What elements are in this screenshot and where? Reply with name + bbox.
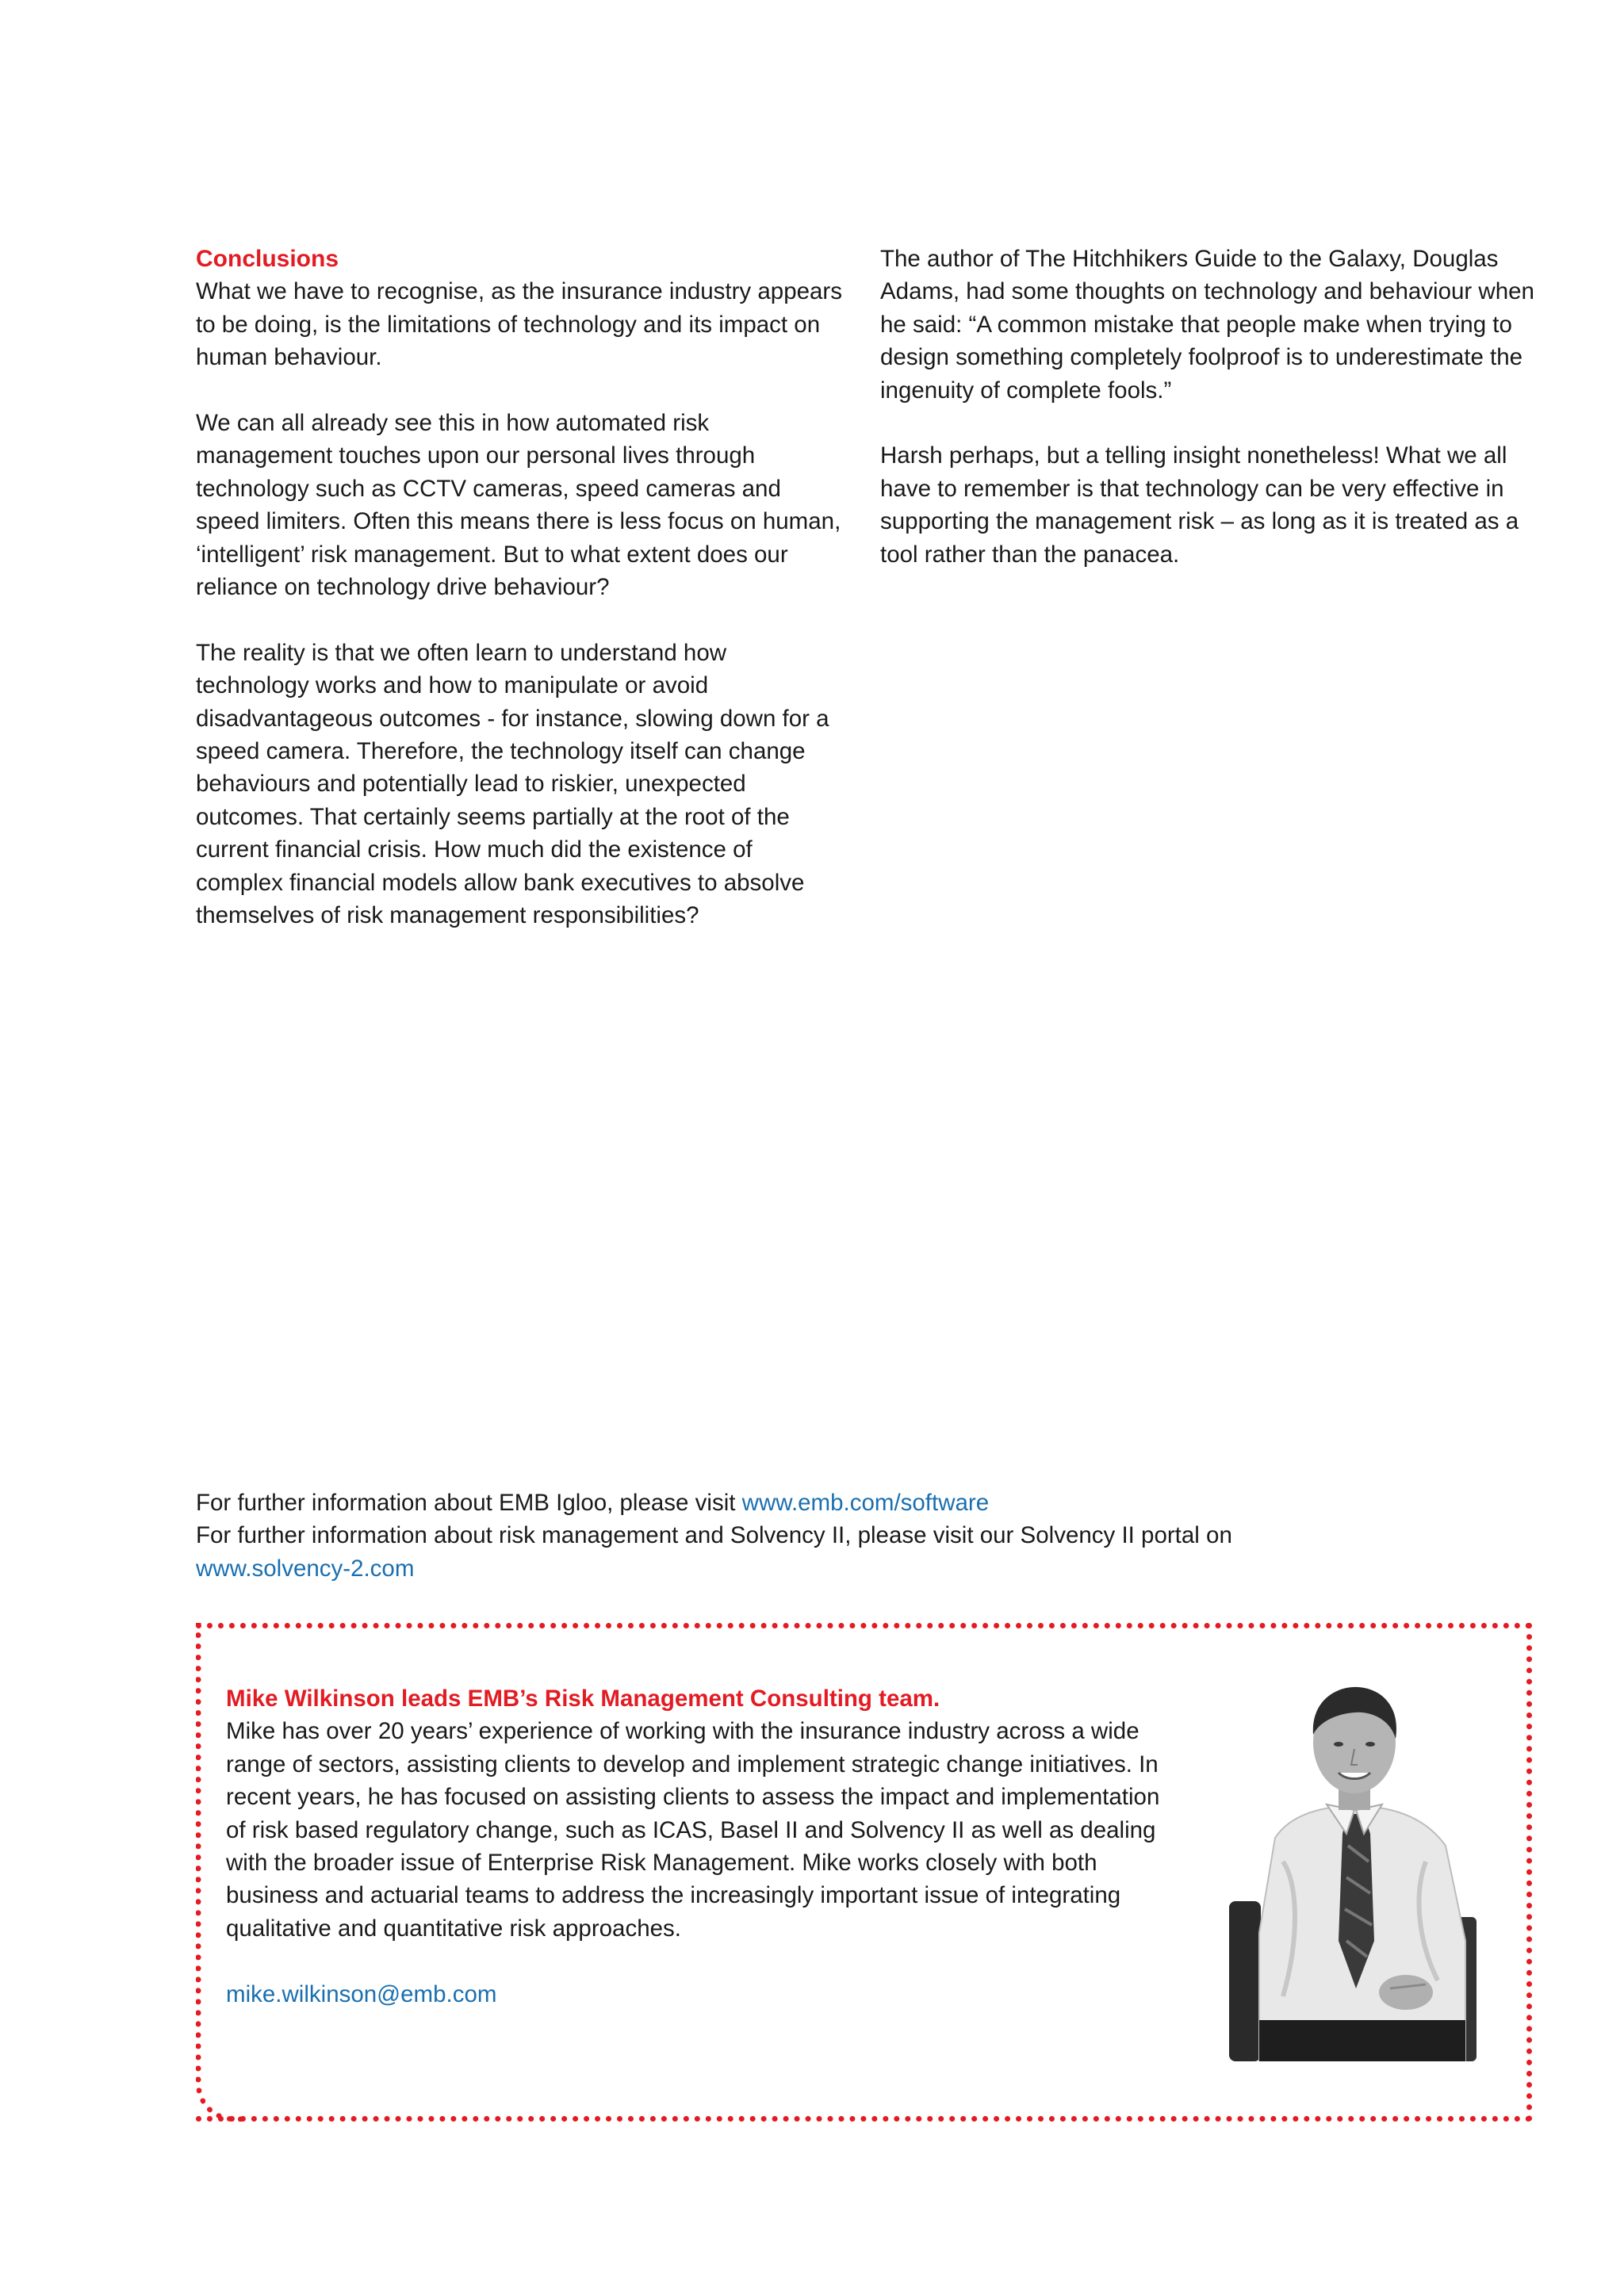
conclusions-heading: Conclusions	[196, 246, 339, 272]
info-line-3	[196, 1552, 1544, 1585]
author-photo	[1228, 1679, 1481, 2061]
emb-software-link[interactable]: www.emb.com/software	[741, 1490, 990, 1516]
right-column	[880, 243, 1538, 603]
left-paragraph-3: The reality is that we often learn to understand how technology works and how to manipulate or avoid disadvantageous outcomes - for instance, slowing down for a speed camera. Therefore, the technology itself can change behaviours and potentially lead to riskier, unexpected outcomes. That certainly seems partially at the root of the current financial crisis. How much did the existence of complex financial models allow bank executives to absolve themselves of risk management responsibilities?	[196, 639, 829, 929]
info-line-1-text: For further information about EMB Igloo, please visit	[196, 1490, 742, 1516]
bio-body: Mike has over 20 years’ experience of working with the insurance industry across a wide range of sectors, assisting clients to develop and implement strategic change initiatives. In recent years, he has focused on assisting clients to assess the impact and implementation of risk based regulatory change, such as ICAS, Basel II and Solvency II as well as dealing with the broader issue of Enterprise Risk Management. Mike works closely with both business and actuarial teams to address the increasingly important issue of integrating qualitative and quantitative risk approaches.	[226, 1718, 1160, 1942]
right-paragraph-1: The author of The Hitchhikers Guide to the Galaxy, Douglas Adams, had some thoughts on technology and behaviour when he said: “A common mistake that people make when trying to design something completely foolproof is to underestimate the ingenuity of complete fools.”	[880, 246, 1534, 404]
bio-email-paragraph	[226, 1978, 1178, 2011]
left-paragraph-1: What we have to recognise, as the insurance industry appears to be doing, is the limitations of technology and its impact on human behaviour.	[196, 278, 842, 371]
solvency-portal-link[interactable]: www.solvency-2.com	[196, 1555, 415, 1582]
bio-heading: Mike Wilkinson leads EMB’s Risk Management Consulting team.	[226, 1686, 940, 1712]
info-line-1	[196, 1487, 1544, 1519]
left-paragraph-2: We can all already see this in how automated risk management touches upon our personal lives through technology such as CCTV cameras, speed cameras and speed limiters. Often this means there is less focus on human, ‘intelligent’ risk management. But to what extent does our reliance on technology drive behaviour?	[196, 410, 841, 601]
right-paragraph-2: Harsh perhaps, but a telling insight nonetheless! What we all have to remember is that technology can be very effective in supporting the management risk – as long as it is treated as a tool rather than the panacea.	[880, 442, 1519, 568]
author-bio	[226, 1682, 1178, 2011]
email-link[interactable]: mike.wilkinson@emb.com	[226, 1980, 497, 2007]
further-information	[196, 1487, 1544, 1585]
info-line-2: For further information about risk management and Solvency II, please visit our Solvency II portal on	[196, 1522, 1232, 1549]
left-column	[196, 243, 842, 965]
